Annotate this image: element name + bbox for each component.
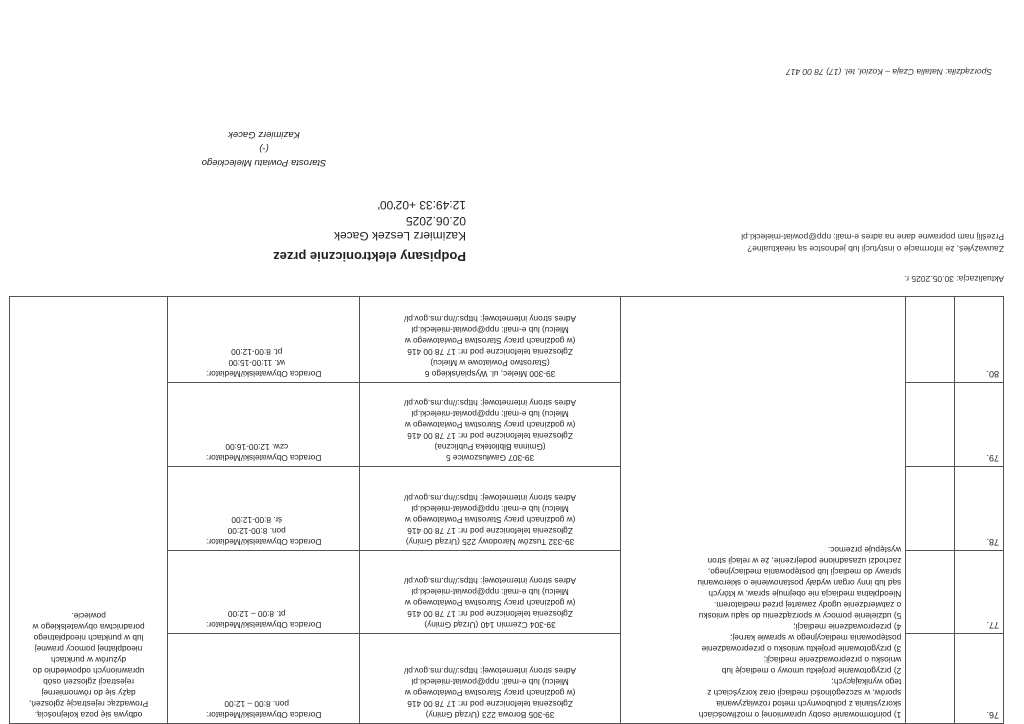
empty-cell xyxy=(906,383,955,467)
description-line: o zatwierdzenie ugody zawartej przed mediatorem. xyxy=(713,600,902,610)
description-line: Nieodpłatna mediacja nie obejmuje spraw, w których xyxy=(708,589,902,599)
contact-line: (w godzinach pracy Starostwa Powiatowego w xyxy=(404,688,576,698)
duty-hours-cell xyxy=(168,466,360,550)
contact-line: Adres strony internetowej: https://np.ms.gov.pl/ xyxy=(404,666,576,676)
note-line: poradnictwa obywatelskiego w xyxy=(32,622,145,632)
consultation-points-table xyxy=(9,296,1004,724)
note-line: Prowadząc rejestrację zgłoszeń, xyxy=(29,699,149,709)
note-line: lub w punktach nieodpłatnego xyxy=(33,633,144,643)
contact-line: (w godzinach pracy Starostwa Powiatowego w xyxy=(404,419,576,430)
contact-line: (Starostwo Powiatowe w Mielcu) xyxy=(430,358,550,369)
row-number-cell xyxy=(955,383,1004,467)
contact-line: Zgłoszenia telefoniczne pod nr: 17 78 00 416 xyxy=(407,699,573,709)
empty-cell xyxy=(906,466,955,550)
duty-hours: pt. 8:00 – 12:00 xyxy=(227,608,286,619)
notice-line-2: Prześlij nam poprawne dane na adres e-mail: npp@powiat-mielecki.pl xyxy=(741,232,1004,242)
duty-hours: pon. 8:00-12:00 xyxy=(227,525,286,536)
description-line: tego wynikających; xyxy=(831,677,902,687)
row-number-cell xyxy=(955,550,1004,633)
empty-cell xyxy=(906,550,955,633)
contact-line: Mielcu) lub e-mail: npp@powiat-mielecki.pl xyxy=(411,325,569,336)
note-line: nieodpłatnej pomocy prawnej xyxy=(34,644,143,654)
contact-line: Adres strony internetowej: https://np.ms.gov.pl/ xyxy=(404,492,576,503)
description-line: 5) udzielenie pomocy w sporządzeniu do sądu wniosku xyxy=(698,611,902,621)
address-contact-cell xyxy=(360,633,620,723)
service-description-cell xyxy=(620,297,905,724)
duty-hours: czw. 12:00-16:00 xyxy=(225,441,289,452)
contact-line: Zgłoszenia telefoniczne pod nr: 17 78 00 416 xyxy=(407,608,573,619)
empty-cell xyxy=(906,297,955,383)
starosta-name: Kazimierz Gacek xyxy=(228,129,300,140)
duty-role: Doradca Obywatelski/Mediator: xyxy=(206,619,322,630)
address-line: 39-305 Borowa 223 (Urząd Gminy) xyxy=(425,710,555,720)
description-line: 1) poinformowanie osoby uprawnionej o możliwościach xyxy=(698,710,902,720)
contact-line: Zgłoszenia telefoniczne pod nr: 17 78 00 416 xyxy=(407,430,573,441)
contact-line: Adres strony internetowej: https://np.ms.gov.pl/ xyxy=(404,314,576,325)
electronic-signature-block xyxy=(146,197,466,264)
address-line: 39-304 Czermin 140 (Urząd Gminy) xyxy=(424,619,556,630)
duty-hours-cell xyxy=(168,383,360,467)
description-line: zachodzi uzasadnione podejrzenie, że w relacji stron xyxy=(707,556,902,566)
registration-note-cell xyxy=(10,297,168,724)
contact-line: Mielcu) lub e-mail: npp@powiat-mielecki.pl xyxy=(411,408,569,419)
empty-cell xyxy=(906,633,955,723)
address-line: 39-307 Gawłuszowice 5 xyxy=(446,452,535,463)
duty-role: Doradca Obywatelski/Mediator: xyxy=(206,710,322,720)
row-number-cell xyxy=(955,297,1004,383)
contact-line: Zgłoszenia telefoniczne pod nr: 17 78 00 416 xyxy=(407,525,573,536)
address-line: 39-332 Tuszów Narodowy 225 (Urząd Gminy) xyxy=(405,536,575,547)
prepared-by-footer: Sporządziła: Natalia Czaja – Kozioł, tel. (17) 78 00 417 xyxy=(785,67,992,77)
row-number: 77. xyxy=(986,619,999,630)
address-contact-cell xyxy=(360,550,620,633)
duty-role: Doradca Obywatelski/Mediator: xyxy=(206,536,322,547)
row-number: 80. xyxy=(986,369,999,380)
address-contact-cell xyxy=(360,466,620,550)
address-contact-cell xyxy=(360,297,620,383)
description-line: 4) przeprowadzenie mediacji; xyxy=(793,622,902,632)
note-line: dyżurów w punktach xyxy=(50,655,127,665)
description-line: 3) przygotowanie projektu wniosku o przeprowadzenie xyxy=(701,644,902,654)
contact-line: (w godzinach pracy Starostwa Powiatowego w xyxy=(404,336,576,347)
duty-hours-cell xyxy=(168,633,360,723)
contact-line: (w godzinach pracy Starostwa Powiatowego w xyxy=(404,514,576,525)
duty-hours: pt. 8:00-12:00 xyxy=(231,347,283,358)
description-line: występuje przemoc. xyxy=(827,545,902,555)
starosta-title: Starosta Powiatu Mieleckiego xyxy=(201,157,327,168)
description-line: sporów, w szczególności mediacji oraz korzyściach z xyxy=(707,688,902,698)
contact-line: Adres strony internetowej: https://np.ms.gov.pl/ xyxy=(404,575,576,586)
signer-name: Kazimierz Leszek Gacek xyxy=(333,229,466,243)
description-line: sprawy do mediacji lub postępowania mediacyjnego, xyxy=(707,567,902,577)
description-line: sąd lub inny organ wydały postanowienie o skierowaniu xyxy=(697,578,902,588)
starosta-mark: (-) xyxy=(259,143,269,154)
table-row xyxy=(10,633,1004,723)
note-line: uprawnionych odpowiednio do xyxy=(32,666,145,676)
description-line: skorzystania z polubownych metod rozwiązywania xyxy=(716,699,902,709)
contact-line: (w godzinach pracy Starostwa Powiatowego w xyxy=(404,597,576,608)
row-number: 78. xyxy=(986,536,999,547)
row-number: 79. xyxy=(986,452,999,463)
table-body xyxy=(10,297,1004,724)
signature-label: Podpisany elektronicznie przez xyxy=(273,249,466,264)
row-number: 76. xyxy=(986,710,999,720)
description-line: postępowania mediacyjnego w sprawie karnej; xyxy=(730,633,902,643)
contact-line: (Gminna Biblioteka Publiczna) xyxy=(434,441,546,452)
update-date: Aktualizacja: 30.05.2025 r. xyxy=(904,274,1004,284)
description-line: wniosku o przeprowadzenie mediacji; xyxy=(763,655,902,665)
address-contact-cell xyxy=(360,383,620,467)
notice-line-1: Zauważyłeś, że informacje o instytucji lub jednostce są nieaktualne? xyxy=(747,244,1004,254)
row-number-cell xyxy=(955,633,1004,723)
duty-role: Doradca Obywatelski/Mediator: xyxy=(206,452,322,463)
duty-role: Doradca Obywatelski/Mediator: xyxy=(206,369,322,380)
outdated-info-notice xyxy=(741,231,1004,255)
description-line: 2) przygotowanie projektu umowy o mediację lub xyxy=(721,666,902,676)
contact-line: Zgłoszenia telefoniczne pod nr: 17 78 00 416 xyxy=(407,347,573,358)
duty-hours: wt. 11:00-15:00 xyxy=(228,358,286,369)
duty-hours-cell xyxy=(168,297,360,383)
note-line: powiecie. xyxy=(71,611,106,621)
note-line: dąży się do równomiernej xyxy=(41,688,136,698)
starosta-signature xyxy=(134,127,394,169)
duty-hours: pon. 8:00 – 12:00 xyxy=(224,699,290,709)
signature-time: 12:49:33 +02'00' xyxy=(377,198,466,212)
contact-line: Adres strony internetowej: https://np.ms.gov.pl/ xyxy=(404,397,576,408)
duty-hours-cell xyxy=(168,550,360,633)
contact-line: Mielcu) lub e-mail: npp@powiat-mielecki.pl xyxy=(411,503,569,514)
contact-line: Mielcu) lub e-mail: npp@powiat-mielecki.pl xyxy=(411,677,569,687)
contact-line: Mielcu) lub e-mail: npp@powiat-mielecki.pl xyxy=(411,586,569,597)
note-line: rejestracji zgłoszeń osób xyxy=(43,677,134,687)
signature-date: 02.06.2025 xyxy=(405,214,466,228)
address-line: 39-300 Mielec, ul. Wyspiańskiego 6 xyxy=(424,369,556,380)
row-number-cell xyxy=(955,466,1004,550)
note-line: odbywa się poza kolejnością. xyxy=(34,710,143,720)
duty-hours: śr. 8:00-12:00 xyxy=(231,514,283,525)
